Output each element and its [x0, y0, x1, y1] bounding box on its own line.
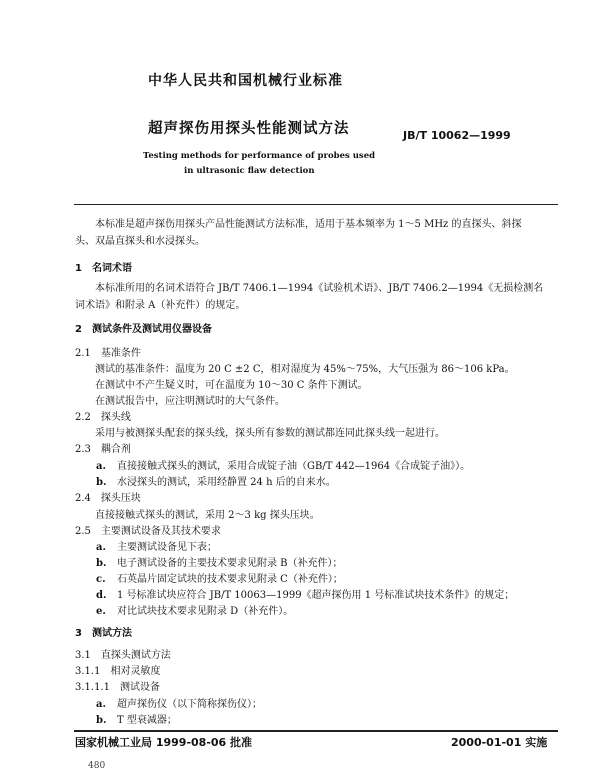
section-2-5-item-d-label: d. [96, 590, 107, 601]
section-3-1-title: 3.1 直探头测试方法 [75, 650, 171, 661]
standard-title-en-line2: in ultrasonic flaw detection [184, 166, 315, 176]
section-3-item-b: T 型衰减器； [117, 715, 177, 726]
footer-divider [74, 730, 558, 732]
section-2-5-item-b-label: b. [96, 558, 107, 569]
section-1-line-2: 词术语》和附录 A（补充件）的规定。 [75, 300, 246, 311]
approval-date: 国家机械工业局 1999-08-06 批准 [75, 736, 253, 749]
page-number: 480 [88, 761, 106, 771]
section-2-5-item-d: 1 号标准试块应符合 JB/T 10063—1999《超声探伤用 1 号标准试块技术条件》的规定； [117, 590, 515, 601]
section-1-line-1: 本标准所用的名词术语符合 JB/T 7406.1—1994《试验机术语》、JB/T 7406.2—1994《无损检测名 [95, 283, 544, 294]
section-3-1-1-title: 3.1.1 相对灵敏度 [75, 666, 161, 677]
section-2-2-line-1: 采用与被测探头配套的探头线，探头所有参数的测试都连同此探头线一起进行。 [95, 428, 445, 439]
section-2-3-item-b-label: b. [96, 477, 107, 488]
section-2-1-line-1: 测试的基准条件：温度为 20 C ±2 C，相对湿度为 45%～75%，大气压强为 86～106 kPa。 [95, 364, 515, 375]
section-1-heading: 1 名词术语 [75, 263, 132, 274]
section-2-1-title: 2.1 基准条件 [75, 348, 141, 359]
section-3-item-a: 超声探伤仪（以下简称探伤仪）； [117, 699, 262, 710]
section-2-5-item-a-label: a. [96, 542, 106, 553]
section-3-item-a-label: a. [96, 699, 106, 710]
section-2-5-item-e: 对比试块技术要求见附录 D（补充件）。 [117, 606, 294, 617]
section-2-3-title: 2.3 耦合剂 [75, 444, 131, 455]
section-2-heading: 2 测试条件及测试用仪器设备 [75, 324, 212, 335]
section-2-3-item-a: 直接接触式探头的测试，采用合成锭子油（GB/T 442—1964《合成锭子油》）。 [117, 461, 471, 472]
section-2-5-item-c-label: c. [96, 574, 106, 585]
issuing-organization: 中华人民共和国机械行业标准 [148, 73, 343, 89]
section-2-1-line-2: 在测试中不产生疑义时，可在温度为 10～30 C 条件下测试。 [95, 380, 368, 391]
section-3-1-1-1-title: 3.1.1.1 测试设备 [75, 682, 160, 693]
header-divider [74, 204, 558, 205]
section-3-item-b-label: b. [96, 715, 107, 726]
section-2-4-line-1: 直接接触式探头的测试，采用 2～3 kg 探头压块。 [95, 510, 320, 521]
section-2-1-line-3: 在测试报告中，应注明测试时的大气条件。 [95, 396, 285, 407]
intro-line-1: 本标准是超声探伤用探头产品性能测试方法标准，适用于基本频率为 1～5 MHz 的直探头、斜探 [95, 219, 522, 230]
intro-line-2: 头、双晶直探头和水浸探头。 [75, 236, 205, 247]
section-2-3-item-b: 水浸探头的测试，采用经静置 24 h 后的自来水。 [117, 477, 336, 488]
standard-title-cn: 超声探伤用探头性能测试方法 [148, 121, 350, 137]
section-2-5-title: 2.5 主要测试设备及其技术要求 [75, 526, 221, 537]
section-2-5-item-b: 电子测试设备的主要技术要求见附录 B（补充件）； [117, 558, 343, 569]
section-2-5-item-c: 石英晶片固定试块的技术要求见附录 C（补充件）； [117, 574, 343, 585]
section-2-2-title: 2.2 探头线 [75, 412, 131, 423]
section-2-3-item-a-label: a. [96, 461, 106, 472]
section-2-5-item-a: 主要测试设备见下表； [117, 542, 217, 553]
implementation-date: 2000-01-01 实施 [451, 736, 548, 749]
section-3-heading: 3 测试方法 [75, 628, 132, 639]
standard-title-en-line1: Testing methods for performance of probes used [143, 151, 376, 161]
standard-number: JB/T 10062—1999 [403, 129, 511, 142]
section-2-4-title: 2.4 探头压块 [75, 493, 141, 504]
section-2-5-item-e-label: e. [96, 606, 106, 617]
